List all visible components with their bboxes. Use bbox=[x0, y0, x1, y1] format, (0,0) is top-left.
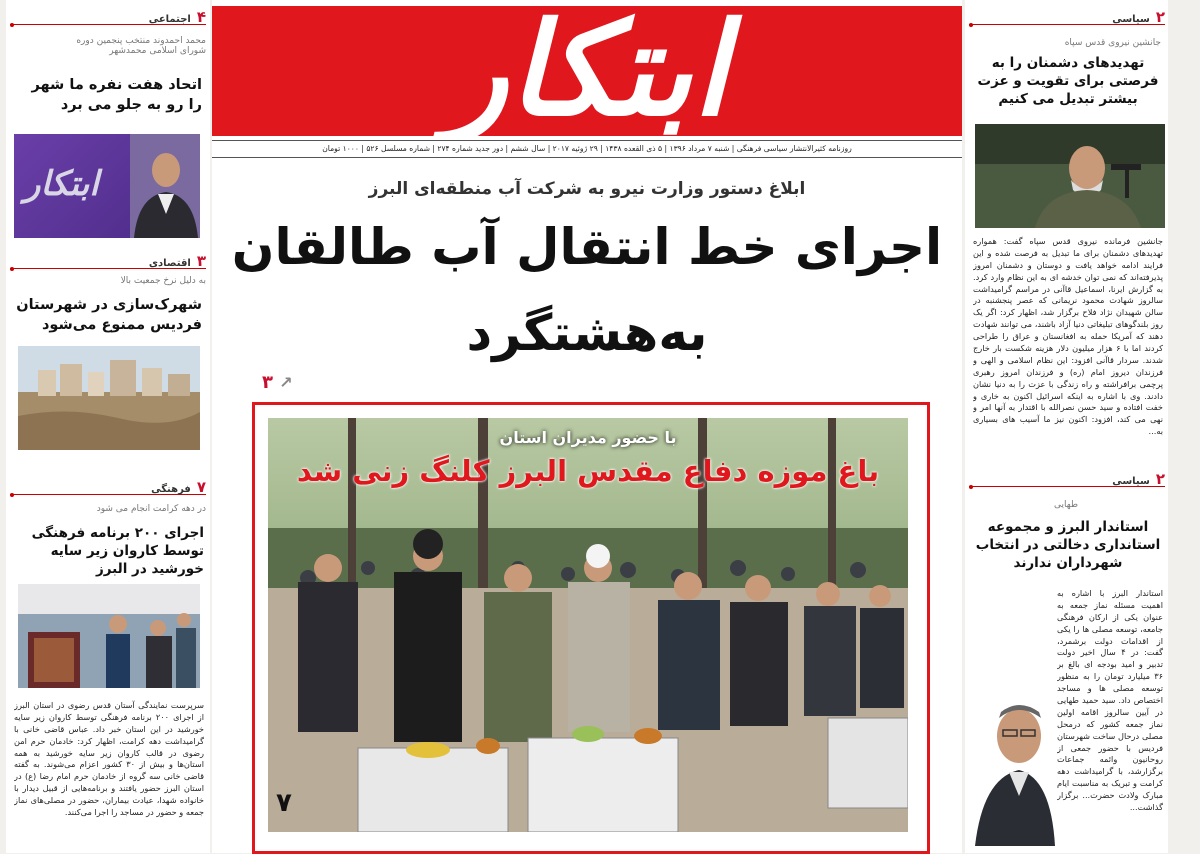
governor-portrait bbox=[969, 666, 1055, 846]
person-portrait bbox=[130, 134, 200, 238]
page-ref-number: ۳ bbox=[262, 372, 273, 393]
front-page-center bbox=[212, 0, 962, 853]
main-photo[interactable] bbox=[268, 418, 908, 832]
article-headline[interactable]: استاندار البرز و مجموعه استانداری دخالتی در انتخاب شهرداران ندارند bbox=[975, 519, 1161, 572]
section-title: سیاسی bbox=[1112, 14, 1150, 25]
section-title: فرهنگی bbox=[151, 484, 191, 495]
right-column bbox=[965, 0, 1168, 853]
article-kicker: جانشین نیروی قدس سپاه bbox=[1064, 38, 1161, 48]
section-header-culture bbox=[10, 478, 206, 495]
ceremony-image bbox=[18, 584, 200, 688]
article-body: استاندار البرز با اشاره به اهمیت مسئله نماز جمعه به عنوان یکی از ارکان فرهنگی جامعه، توسعه مصلی ها را یکی از اقدامات دولت برشمرد، گفت: در ۴ سال اخیر دولت تدبیر و امید بودجه ای بالغ بر ۳۶ میلیارد تومان را به منظور توسعه مصلی ها و مساجد اختصاص داد. سید حمید طهایی در آیین سالروز اقامه اولین نماز جمعه کشور که درمحل مصلی درحال ساخت شهرستان فردیس با حضور جمعی از روحانیون وائمه جماعات برگزارشد، با گرامیداشت دهه کرامت و تبریک به مناسبت ایام مبارک ولادت حضرت... برگزار گذاشت... bbox=[1057, 588, 1163, 813]
article-headline[interactable]: شهرک‌سازی در شهرستان فردیس ممنوع می‌شود bbox=[16, 297, 202, 333]
article-photo[interactable] bbox=[975, 124, 1165, 228]
logo-watermark: ابتکار bbox=[24, 164, 99, 204]
dateline: روزنامه کثیرالانتشار سیاسی فرهنگی | شنبه ۷ مرداد ۱۳۹۶ | ۵ ذی القعده ۱۴۳۸ | ۲۹ ژوئیه ۲۰۱۷ | سال ششم | دور جدید شماره ۲۷۴ | شماره مسلسل ۵۲۶ | ۱۰۰۰ تومان bbox=[212, 140, 962, 158]
section-title: اقتصادی bbox=[148, 258, 191, 269]
article-body: جانشین فرمانده نیروی قدس سپاه گفت: همواره تهدیدهای دشمنان برای ما تبدیل به فرصت شده و این فرایند ادامه خواهد یافت و دوستان و دشمنان امروز پذیرفته‌اند که نمی توان خدشه ای به این نظام وارد کرد. به گزارش ایرنا، اسماعیل قاآنی در مراسم گرامیداشت سالروز شهادت محمود نریمانی که عصر پنجشنبه در سالن شهیدان نژاد فلاح برگزار شد، اظهار کرد: اگر یک روز بلندگوهای تبلیغاتی دنیا آزاد باشند، می توانند شهادت دهند که آمریکا حمله به افغانستان و عراق را طراحی کردند اما با ۶ هزار میلیون دلار هزینه شکست بار خارج شدند. سردار قاآنی افزود: این نظام اسلامی و الهی و فرزندان دیروز امام (ره) و فرزندان امروز رهبری پرچمی برافراشته و راه زندگی با عزت را به دنیا نشان دادند. وی با اشاره به اینکه اسرائیل اکنون به خاری و خفت افتاده و سید حسن نصرالله با اقتدار به آنها امر و نهی می کند، افزود: اکنون نیز ما آسیب های بسیاری به... bbox=[973, 236, 1163, 437]
section-header-economy bbox=[10, 252, 206, 269]
photo-headline[interactable]: باغ موزه دفاع مقدس البرز کلنگ زنی شد bbox=[296, 454, 880, 488]
article-kicker: به دلیل نرخ جمعیت بالا bbox=[120, 276, 206, 286]
section-title: سیاسی bbox=[1112, 476, 1150, 487]
main-headline-line2[interactable]: به‌هشتگرد bbox=[466, 304, 708, 362]
article-headline[interactable]: تهدیدهای دشمنان را به فرصتی برای تقویت و عزت بیشتر تبدیل می کنیم bbox=[977, 55, 1159, 108]
photo-page-reference: ۷ bbox=[276, 788, 292, 818]
speaker-portrait bbox=[975, 124, 1165, 228]
construction-site-image bbox=[18, 346, 200, 450]
article-kicker: محمد احمدوند منتخب پنجمین دوره شورای اسلامی محمدشهر bbox=[76, 36, 206, 56]
masthead bbox=[212, 0, 962, 145]
article-body: سرپرست نمایندگی آستان قدس رضوی در استان البرز از اجرای ۲۰۰ برنامه فرهنگی توسط کاروان زیر سایه خورشید در این استان خبر داد. عباس قاضی خانی با گرامیداشت دهه کرامت، اظهار کرد: خادمان حرم امن رضوی در قالب کاروان زیر سایه خورشید به همه استان‌ها و بیش از ۳۰ کشور اعزام می‌شوند. به گفته قاضی خانی سه گروه از خادمان حرم امام رضا (ع) در استان البرز حضور یافتند و برنامه‌هایی از قبیل دیدار با خانواده شهدا، عیادت بیماران، حضور در مصلی‌های نماز جمعه و حضور در مساجد را اجرا می‌کنند. bbox=[14, 700, 204, 818]
article-photo[interactable] bbox=[18, 584, 200, 688]
section-page-number: ۲ bbox=[1155, 470, 1165, 488]
article-headline[interactable]: اتحاد هفت نفره ما شهر را رو به جلو می برد bbox=[31, 77, 202, 113]
section-page-number: ۲ bbox=[1155, 8, 1165, 26]
arrow-icon: ↗ bbox=[279, 373, 293, 392]
section-page-number: ۴ bbox=[196, 8, 206, 26]
section-header-politics bbox=[969, 470, 1165, 487]
article-photo[interactable] bbox=[14, 134, 200, 238]
section-header-social bbox=[10, 8, 206, 25]
section-page-number: ۳ bbox=[196, 252, 206, 270]
section-title: اجتماعی bbox=[148, 14, 191, 25]
section-header-politics bbox=[969, 8, 1165, 25]
left-column bbox=[6, 0, 210, 853]
article-photo[interactable] bbox=[969, 666, 1055, 846]
article-headline[interactable]: اجرای ۲۰۰ برنامه فرهنگی توسط کاروان زیر سایه خورشید در البرز bbox=[31, 525, 204, 578]
newspaper-logo: ابتکار bbox=[446, 0, 728, 145]
photo-kicker: با حضور مدیران استان bbox=[499, 428, 677, 447]
section-page-number: ۷ bbox=[196, 478, 206, 496]
main-kicker: ابلاغ دستور وزارت نیرو به شرکت آب منطقه‌ای البرز bbox=[368, 179, 806, 199]
article-photo[interactable] bbox=[18, 346, 200, 450]
page-reference bbox=[262, 372, 293, 393]
article-kicker: در دهه کرامت انجام می شود bbox=[96, 504, 206, 514]
article-kicker: طهایی bbox=[1053, 500, 1079, 510]
main-headline-line1[interactable]: اجرای خط انتقال آب طالقان bbox=[231, 218, 943, 276]
